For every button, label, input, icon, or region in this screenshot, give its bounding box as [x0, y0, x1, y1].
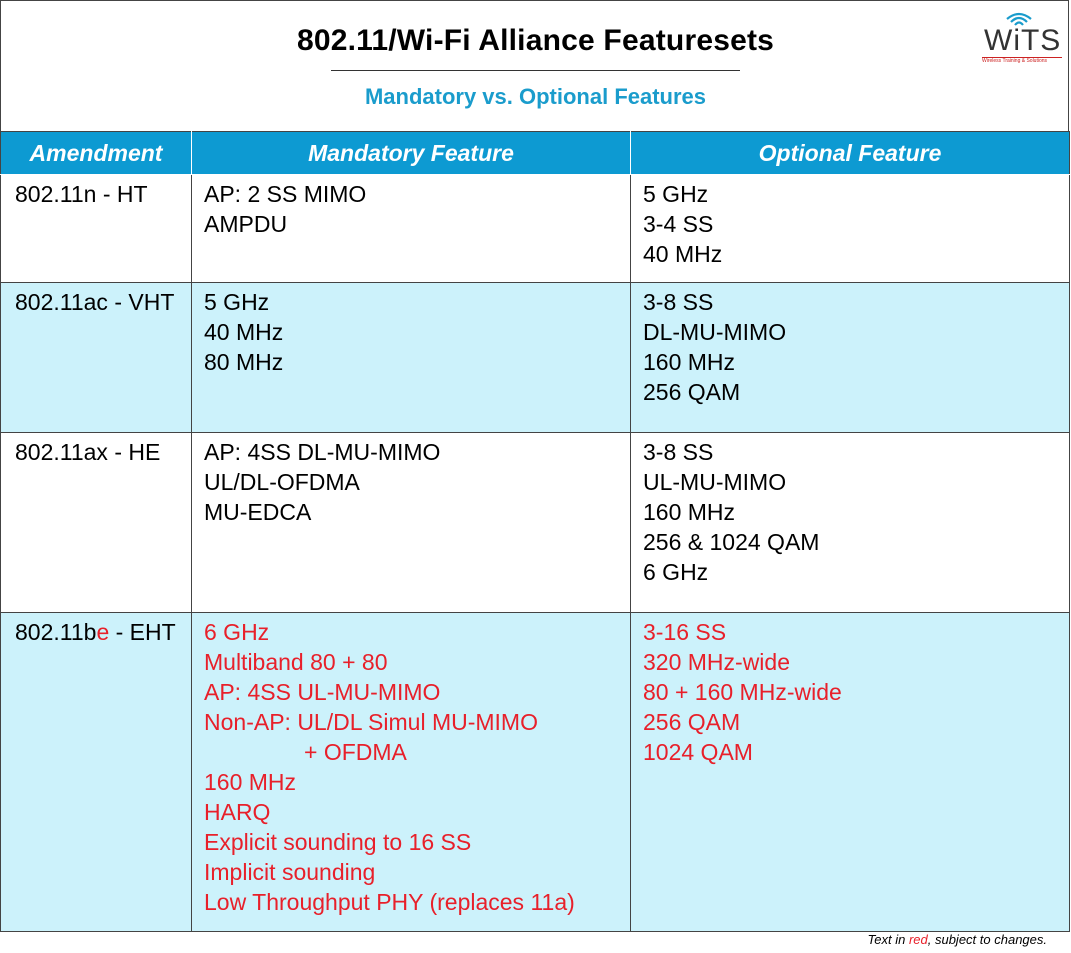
table-row-ht	[1, 175, 1070, 283]
list-item: 256 & 1024 QAM	[643, 529, 820, 555]
wits-logo	[980, 10, 1064, 66]
amendment-cell	[1, 283, 192, 433]
amendment-cell	[1, 433, 192, 613]
title-divider	[331, 70, 740, 71]
logo-wordmark: WiTS	[984, 24, 1062, 57]
list-item: 160 MHz	[643, 349, 736, 375]
list-item: AP: 4SS DL-MU-MIMO	[204, 439, 441, 465]
slide-header	[0, 0, 1069, 131]
list-item: AP: 4SS UL-MU-MIMO	[204, 679, 441, 705]
footnote-prefix: Text in	[867, 932, 909, 947]
amendment-label: 802.11ax - HE	[15, 439, 161, 465]
list-item: 6 GHz	[204, 619, 270, 645]
list-item: 3-8 SS	[643, 439, 714, 465]
column-header-optional: Optional Feature	[631, 132, 1070, 175]
list-item: 256 QAM	[643, 379, 741, 405]
list-item: 80 + 160 MHz-wide	[643, 679, 842, 705]
optional-cell	[631, 613, 1070, 932]
list-item: 3-8 SS	[643, 289, 714, 315]
list-item: 1024 QAM	[643, 739, 753, 765]
list-item: DL-MU-MIMO	[643, 319, 787, 345]
mandatory-cell	[192, 433, 631, 613]
amendment-label-changed: e	[96, 619, 110, 645]
list-item: Non-AP: UL/DL Simul MU-MIMO	[204, 709, 538, 735]
list-item: 320 MHz-wide	[643, 649, 790, 675]
list-item: UL-MU-MIMO	[643, 469, 787, 495]
list-item: 80 MHz	[204, 349, 284, 375]
list-item: Multiband 80 + 80	[204, 649, 388, 675]
amendment-label: 802.11ac - VHT	[15, 289, 175, 315]
logo-tagline: Wireless Training & Solutions	[982, 58, 1048, 64]
list-item: 6 GHz	[643, 559, 709, 585]
column-header-amendment: Amendment	[1, 132, 192, 175]
list-item: 3-16 SS	[643, 619, 727, 645]
list-item: + OFDMA	[304, 739, 407, 765]
amendment-cell	[1, 613, 192, 932]
amendment-label-suffix: - EHT	[109, 619, 176, 645]
table-header-row	[1, 132, 1070, 175]
footnote-suffix: , subject to changes.	[927, 932, 1047, 947]
optional-cell	[631, 283, 1070, 433]
list-item: AMPDU	[204, 211, 288, 237]
list-item: Low Throughput PHY (replaces 11a)	[204, 889, 575, 915]
table-row-vht	[1, 283, 1070, 433]
footnote-red-word: red	[908, 932, 928, 947]
list-item: 40 MHz	[643, 241, 723, 267]
list-item: MU-EDCA	[204, 499, 312, 525]
table-row-eht	[1, 613, 1070, 932]
list-item: Explicit sounding to 16 SS	[204, 829, 472, 855]
table-row-he	[1, 433, 1070, 613]
footnote	[868, 932, 1047, 947]
page-subtitle: Mandatory vs. Optional Features	[364, 84, 707, 109]
list-item: 5 GHz	[643, 181, 709, 207]
mandatory-cell	[192, 283, 631, 433]
column-header-mandatory: Mandatory Feature	[192, 132, 631, 175]
amendment-cell	[1, 175, 192, 283]
mandatory-cell	[192, 613, 631, 932]
optional-cell	[631, 433, 1070, 613]
list-item: 5 GHz	[204, 289, 270, 315]
list-item: UL/DL-OFDMA	[204, 469, 360, 495]
amendment-label: 802.11n - HT	[15, 181, 148, 207]
list-item: 160 MHz	[643, 499, 736, 525]
list-item: 3-4 SS	[643, 211, 714, 237]
mandatory-cell	[192, 175, 631, 283]
optional-cell	[631, 175, 1070, 283]
list-item: AP: 2 SS MIMO	[204, 181, 367, 207]
list-item: HARQ	[204, 799, 271, 825]
featureset-table	[0, 131, 1070, 932]
list-item: 40 MHz	[204, 319, 284, 345]
amendment-label-prefix: 802.11b	[15, 619, 97, 645]
list-item: 160 MHz	[204, 769, 297, 795]
list-item: Implicit sounding	[204, 859, 376, 885]
page-title: 802.11/Wi-Fi Alliance Featuresets	[296, 24, 775, 57]
list-item: 256 QAM	[643, 709, 741, 735]
